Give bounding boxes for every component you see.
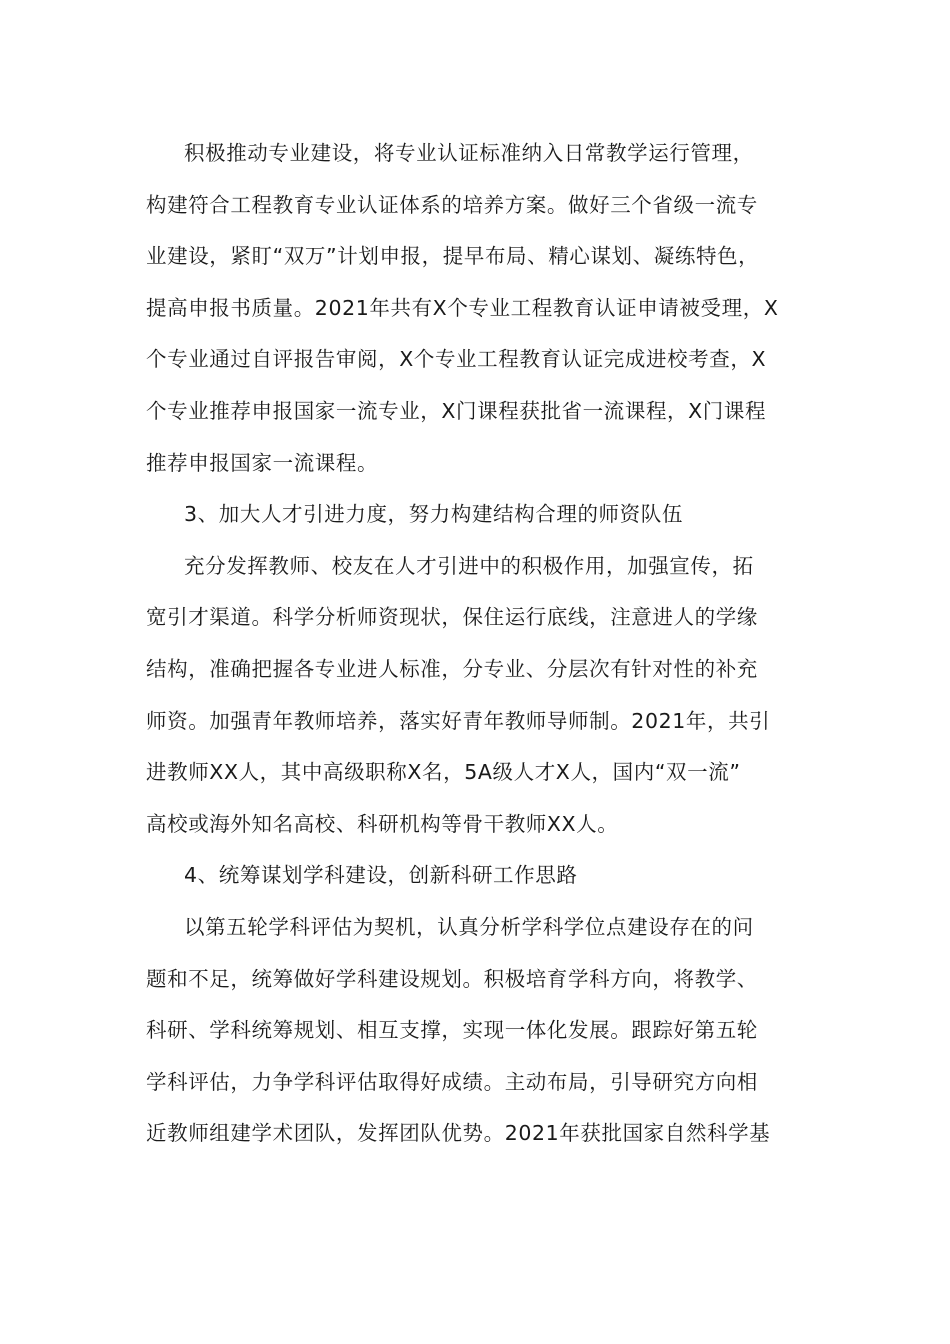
paragraph-line: 结构，准确把握各专业进人标准，分专业、分层次有针对性的补充 (146, 656, 758, 681)
paragraph-line: 提高申报书质量。2021年共有X个专业工程教育认证申请被受理，X (146, 295, 779, 320)
paragraph-line: 构建符合工程教育专业认证体系的培养方案。做好三个省级一流专 (146, 192, 758, 217)
section-heading: 3、加大人才引进力度，努力构建结构合理的师资队伍 (184, 502, 683, 527)
paragraph-line: 宽引才渠道。科学分析师资现状，保住运行底线，注意进人的学缘 (146, 605, 758, 630)
paragraph-line: 充分发挥教师、校友在人才引进中的积极作用，加强宣传，拓 (184, 553, 754, 578)
paragraph-line: 学科评估，力争学科评估取得好成绩。主动布局，引导研究方向相 (146, 1069, 758, 1094)
paragraph-line: 个专业通过自评报告审阅，X个专业工程教育认证完成进校考查，X (146, 347, 767, 372)
paragraph-line: 个专业推荐申报国家一流专业，X门课程获批省一流课程，X门课程 (146, 398, 767, 423)
paragraph-line: 积极推动专业建设，将专业认证标准纳入日常教学运行管理， (184, 141, 754, 165)
paragraph-line: 业建设，紧盯“双万”计划申报，提早布局、精心谋划、凝练特色， (146, 244, 760, 269)
section-heading: 4、统筹谋划学科建设，创新科研工作思路 (184, 863, 578, 888)
paragraph-line: 近教师组建学术团队，发挥团队优势。2021年获批国家自然科学基 (146, 1121, 771, 1146)
paragraph-line: 进教师XX人，其中高级职称X名，5A级人才X人，国内“双一流” (146, 760, 741, 785)
paragraph-line: 推荐申报国家一流课程。 (146, 450, 379, 475)
paragraph-line: 师资。加强青年教师培养，落实好青年教师导师制。2021年，共引 (146, 708, 771, 733)
paragraph-line: 科研、学科统筹规划、相互支撑，实现一体化发展。跟踪好第五轮 (146, 1018, 758, 1043)
paragraph-line: 以第五轮学科评估为契机，认真分析学科学位点建设存在的问 (184, 914, 754, 939)
paragraph-line: 题和不足，统筹做好学科建设规划。积极培育学科方向，将教学、 (146, 966, 758, 991)
paragraph-line: 高校或海外知名高校、科研机构等骨干教师XX人。 (146, 811, 619, 836)
document-body (146, 128, 826, 1160)
